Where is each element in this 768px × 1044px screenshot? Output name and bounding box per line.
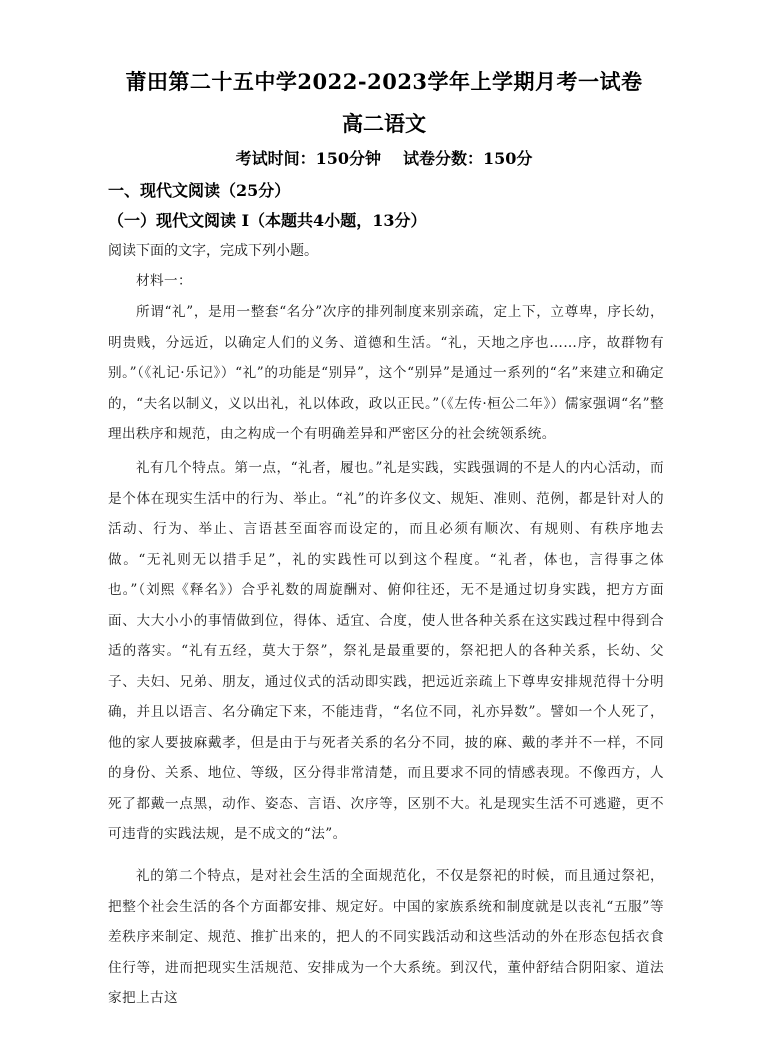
instruction-text: 阅读下面的文字，完成下列小题。	[108, 243, 318, 259]
passage-paragraph-1: 所谓“礼”，是用一整套“名分”次序的排列制度来别亲疏，定上下，立尊卑，序长幼，明贵贱，分远近，以确定人们的义务、道德和生活。“礼，天地之序也……序，故群物有别。”（《礼记·乐记》）“礼”的功能是“别异”，这个“别异”是通过一系列的“名”来建立和确定的，“夫名以制义，义以出礼，礼以体政，政以正民。”（《左传·桓公二年》）儒家强调“名”整理出秩序和规范，由之构成一个有明确差异和严密区分的社会统领系统。	[108, 304, 664, 442]
exam-score: 试卷分数：150分	[403, 149, 533, 168]
subsection-heading: （一）现代文阅读 I（本题共4小题，13分）	[108, 211, 427, 230]
material-label: 材料一：	[136, 273, 192, 289]
exam-title: 莆田第二十五中学2022-2023学年上学期月考一试卷	[125, 69, 643, 94]
passage-paragraph-3: 礼的第二个特点，是对社会生活的全面规范化，不仅是祭祀的时候，而且通过祭祀，把整个社会生活的各个方面都安排、规定好。中国的家族系统和制度就是以丧礼“五服”等差秩序来制定、规范、推扩出来的，把人的不同实践活动和这些活动的外在形态包括衣食住行等，进而把现实生活规范、安排成为一个大系统。到汉代，董仲舒结合阴阳家、道法家把上古这	[108, 868, 664, 1006]
exam-time: 考试时间：150分钟	[235, 149, 381, 168]
exam-info	[0, 146, 768, 169]
passage-paragraph-2: 礼有几个特点。第一点，“礼者，履也。”礼是实践，实践强调的不是人的内心活动，而是个体在现实生活中的行为、举止。“礼”的许多仪文、规矩、准则、范例，都是针对人的活动、行为、举止、言语甚至面容而设定的，而且必须有顺次、有规则、有秩序地去做。“无礼则无以措手足”，礼的实践性可以到这个程度。“礼者，体也，言得事之体也。”（刘熙《释名》）合乎礼数的周旋酬对、俯仰往还，无不是通过切身实践，把方方面面、大大小小的事情做到位，得体、适宜、合度，使人世各种关系在这实践过程中得到合适的落实。“礼有五经，莫大于祭”，祭礼是最重要的，祭祀把人的各种关系，长幼、父子、夫妇、兄弟、朋友，通过仪式的活动即实践，把远近亲疏上下尊卑安排规范得十分明确，并且以语言、名分确定下来，不能违背，“名位不同，礼亦异数”。譬如一个人死了，他的家人要披麻戴孝，但是由于与死者关系的名分不同，披的麻、戴的孝并不一样，不同的身份、关系、地位、等级，区分得非常清楚，而且要求不同的情感表现。不像西方，人死了都戴一点黑，动作、姿态、言语、次序等，区别不大。礼是现实生活不可逃避，更不可违背的实践法规，是不成文的“法”。	[108, 460, 664, 842]
exam-subject: 高二语文	[342, 111, 426, 136]
section-heading: 一、现代文阅读（25分）	[108, 181, 291, 200]
